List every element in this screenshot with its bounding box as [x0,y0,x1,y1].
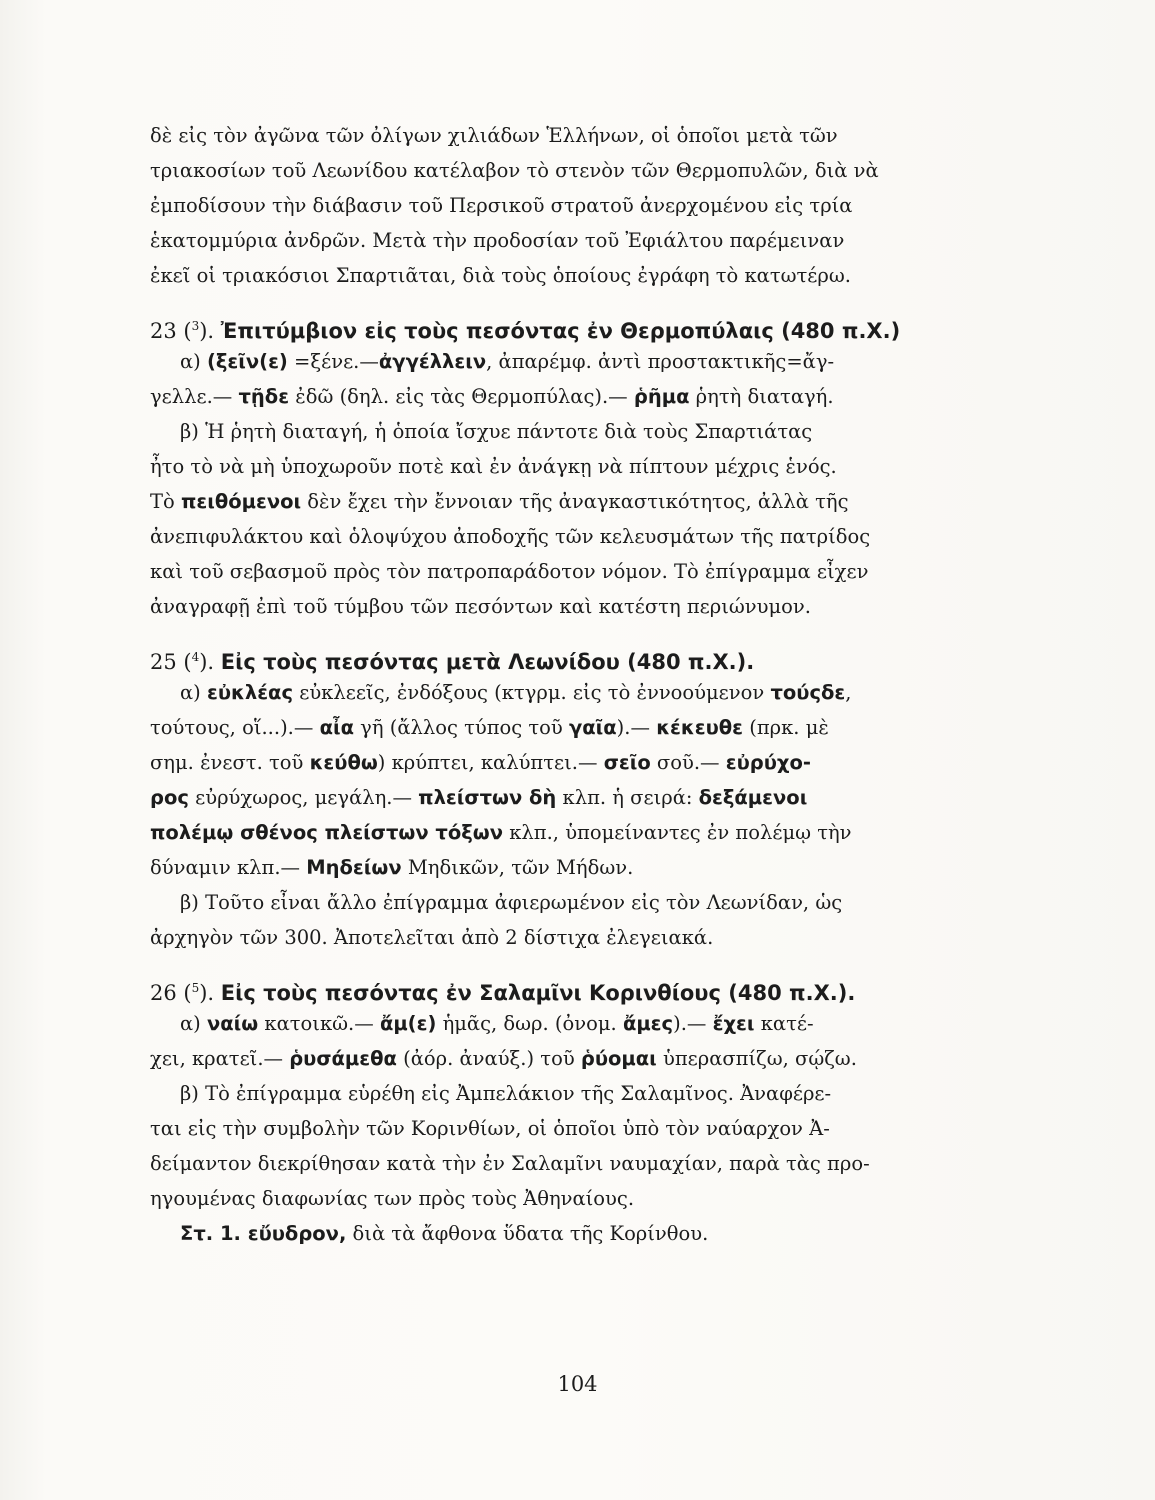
footnote-marker: 4 [191,650,200,664]
text-line: καὶ τοῦ σεβασμοῦ πρὸς τὸν πατροπαράδοτον νόμον. Τὸ ἐπίγραμμα εἶχεν [150,560,869,583]
text-line: χει, κρατεῖ.— ῥυσάμεθα (ἀόρ. ἀναύξ.) τοῦ ῥύομαι ὑπερασπίζω, σῴζω. [150,1047,857,1070]
text-line: δύναμιν κλπ.— Μηδείων Μηδικῶν, τῶν Μήδων. [150,856,634,879]
footnote-marker: 5 [191,981,200,995]
text-line: ρος εὐρύχωρος, μεγάλη.— πλείστων δὴ κλπ. ἡ σειρά: δεξάμενοι [150,786,808,809]
text-line: α) εὐκλέας εὐκλεεῖς, ἐνδόξους (κτγρμ. εἰς τὸ ἐννοούμενον τούςδε, [180,681,852,704]
text-line: β) Τοῦτο εἶναι ἄλλο ἐπίγραμμα ἀφιερωμένον εἰς τὸν Λεωνίδαν, ὡς [180,891,843,914]
text-line: ἦτο τὸ νὰ μὴ ὑποχωροῦν ποτὲ καὶ ἐν ἀνάγκῃ νὰ πίπτουν μέχρις ἑνός. [150,455,837,478]
page-text [150,118,1010,1251]
section-23 [150,309,1010,624]
section-title: Εἰς τοὺς πεσόντας ἐν Σαλαμῖνι Κορινθίους (480 π.Χ.). [220,981,856,1005]
text-line: Στ. 1. εὔυδρον, διὰ τὰ ἄφθονα ὕδατα τῆς Κορίνθου. [180,1222,709,1245]
text-line: ἑκατομμύρια ἀνδρῶν. Μετὰ τὴν προδοσίαν τοῦ Ἐφιάλτου παρέμειναν [150,229,845,252]
intro-paragraph [150,118,1010,293]
section-26 [150,971,1010,1251]
text-line: ἀνεπιφυλάκτου καὶ ὁλοψύχου ἀποδοχῆς τῶν κελευσμάτων τῆς πατρίδος [150,525,871,548]
section-25 [150,640,1010,955]
text-line: β) Ἡ ῥητὴ διαταγή, ἡ ὁποία ἴσχυε πάντοτε διὰ τοὺς Σπαρτιάτας [180,420,813,443]
text-line: τούτους, οἵ...).— αἶα γῆ (ἄλλος τύπος τοῦ γαῖα).— κέκευθε (πρκ. μὲ [150,716,829,739]
text-line: α) (ξεῖν(ε) =ξένε.—ἀγγέλλειν, ἀπαρέμφ. ἀντὶ προστακτικῆς=ἄγ- [180,350,835,373]
section-heading: 25 ($^4$). Εἰς τοὺς πεσόντας μετὰ Λεωνίδου (480 π.Χ.). [150,650,755,674]
section-title: Ἐπιτύμβιον εἰς τοὺς πεσόντας ἐν Θερμοπύλαις (480 π.Χ.) [220,319,901,343]
text-line: δείμαντον διεκρίθησαν κατὰ τὴν ἐν Σαλαμῖνι ναυμαχίαν, παρὰ τὰς προ- [150,1152,870,1175]
text-line: α) ναίω κατοικῶ.— ἄμ(ε) ἡμᾶς, δωρ. (ὀνομ. ἄμες).— ἔχει κατέ- [180,1012,814,1035]
section-heading: 26 ($^5$). Εἰς τοὺς πεσόντας ἐν Σαλαμῖνι Κορινθίους (480 π.Χ.). [150,981,856,1005]
text-line: σημ. ἐνεστ. τοῦ κεύθω) κρύπτει, καλύπτει.— σεῖο σοῦ.— εὐρύχο- [150,751,811,774]
text-line: ἐμποδίσουν τὴν διάβασιν τοῦ Περσικοῦ στρατοῦ ἀνερχομένου εἰς τρία [150,194,853,217]
text-line: ἀναγραφῇ ἐπὶ τοῦ τύμβου τῶν πεσόντων καὶ κατέστη περιώνυμον. [150,595,811,618]
text-line: πολέμῳ σθένος πλείστων τόξων κλπ., ὑπομείναντες ἐν πολέμῳ τὴν [150,821,852,844]
section-heading: 23 ($^3$). Ἐπιτύμβιον εἰς τοὺς πεσόντας ἐν Θερμοπύλαις (480 π.Χ.) [150,319,901,343]
text-line: γελλε.— τῇδε ἐδῶ (δηλ. εἰς τὰς Θερμοπύλας).— ῥῆμα ῥητὴ διαταγή. [150,385,834,408]
text-line: δὲ εἰς τὸν ἀγῶνα τῶν ὀλίγων χιλιάδων Ἑλλήνων, οἱ ὁποῖοι μετὰ τῶν [150,124,838,147]
text-line: ἀρχηγὸν τῶν 300. Ἀποτελεῖται ἀπὸ 2 δίστιχα ἐλεγειακά. [150,926,714,949]
text-line: ηγουμένας διαφωνίας των πρὸς τοὺς Ἀθηναίους. [150,1187,635,1210]
text-line: ἐκεῖ οἱ τριακόσιοι Σπαρτιᾶται, διὰ τοὺς ὁποίους ἐγράφη τὸ κατωτέρω. [150,264,851,287]
text-line: Τὸ πειθόμενοι δὲν ἔχει τὴν ἔννοιαν τῆς ἀναγκαστικότητος, ἀλλὰ τῆς [150,490,849,513]
page-number: 104 [557,1372,598,1396]
footnote-marker: 3 [191,319,200,333]
text-line: τριακοσίων τοῦ Λεωνίδου κατέλαβον τὸ στενὸν τῶν Θερμοπυλῶν, διὰ νὰ [150,159,879,182]
section-title: Εἰς τοὺς πεσόντας μετὰ Λεωνίδου (480 π.Χ.). [220,650,755,674]
text-line: β) Τὸ ἐπίγραμμα εὑρέθη εἰς Ἀμπελάκιον τῆς Σαλαμῖνος. Ἀναφέρε- [180,1082,832,1105]
text-line: ται εἰς τὴν συμβολὴν τῶν Κορινθίων, οἱ ὁποῖοι ὑπὸ τὸν ναύαρχον Ἀ- [150,1117,830,1140]
